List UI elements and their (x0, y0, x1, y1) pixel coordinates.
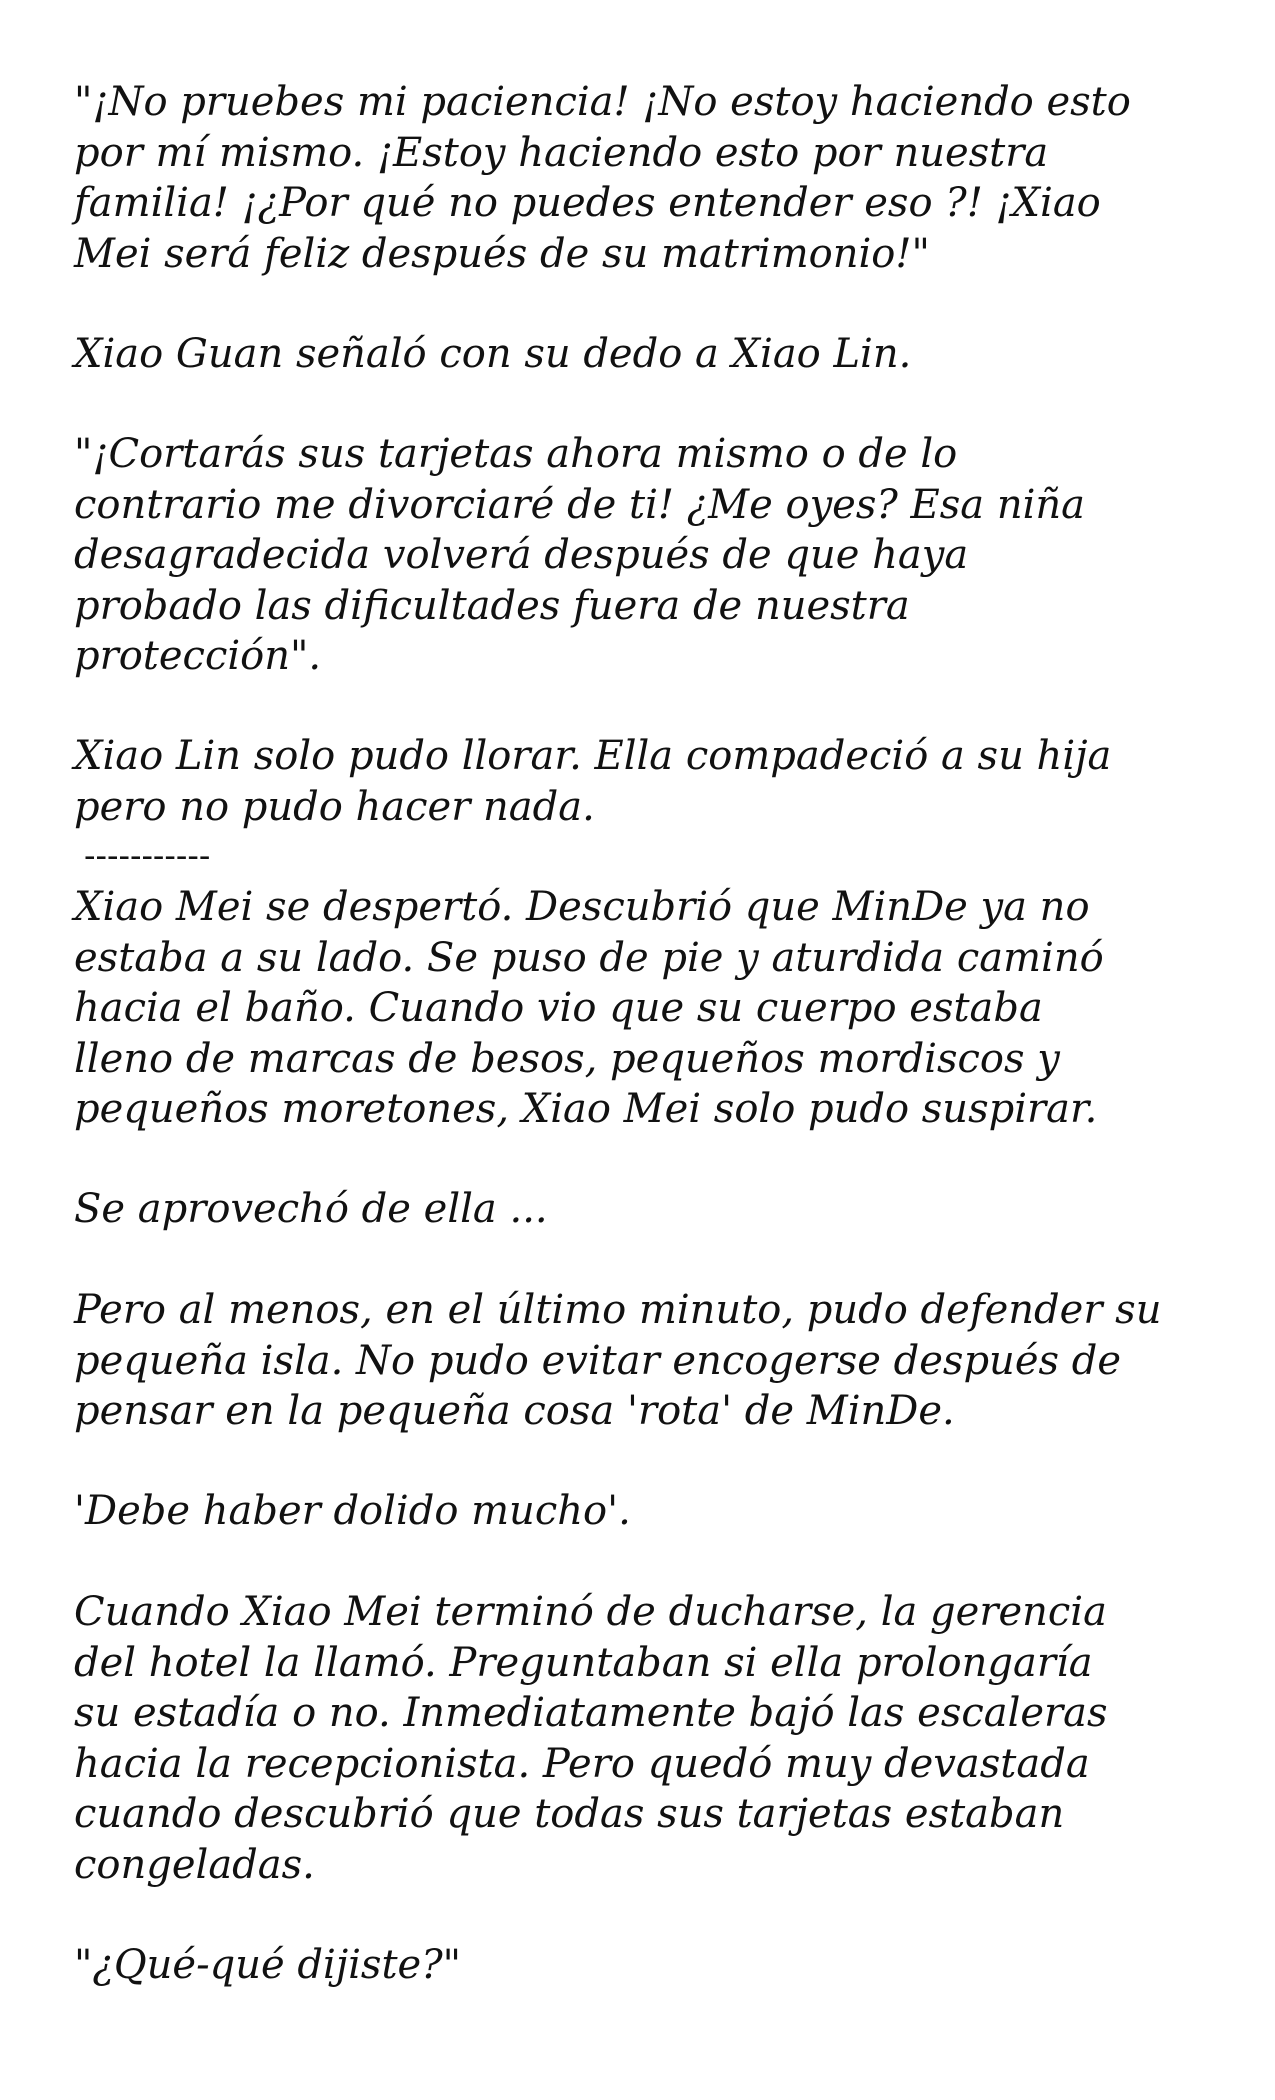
paragraph-3 (74, 429, 1085, 682)
paragraph-4 (74, 731, 1111, 832)
text-line: pero no pudo hacer nada. (74, 783, 595, 830)
text-line: "¿Qué-qué dijiste?" (74, 1942, 462, 1988)
text-line: Xiao Guan señaló con su dedo a Xiao Lin. (74, 331, 912, 377)
text-line: contrario me divorciaré de ti! ¿Me oyes? Esa niña (74, 481, 1085, 528)
paragraph-6 (74, 1184, 548, 1235)
section-divider: ----------- (84, 836, 211, 876)
text-line: congeladas. (74, 1841, 315, 1888)
paragraph-7 (74, 1285, 1161, 1437)
paragraph-9 (74, 1587, 1108, 1890)
text-line: 'Debe haber dolido mucho'. (74, 1488, 631, 1534)
text-line: hacia el baño. Cuando vio que su cuerpo estaba (74, 985, 1043, 1031)
paragraph-2 (74, 329, 911, 380)
text-line: Pero al menos, en el último minuto, pudo defender su (74, 1287, 1162, 1333)
text-line: pensar en la pequeña cosa 'rota' de MinDe. (74, 1388, 955, 1434)
text-line: protección". (74, 633, 322, 679)
paragraph-5 (74, 882, 1104, 1135)
paragraph-1 (74, 77, 1131, 279)
text-line: del hotel la llamó. Preguntaban si ella prolongaría (74, 1639, 1093, 1686)
paragraph-8 (74, 1486, 631, 1537)
text-line: Xiao Lin solo pudo llorar. Ella compadeció a su hija (74, 733, 1112, 779)
text-line: lleno de marcas de besos, pequeños mordiscos y (74, 1035, 1060, 1082)
text-line: "¡Cortarás sus tarjetas ahora mismo o de lo (74, 431, 958, 477)
text-line: Cuando Xiao Mei terminó de ducharse, la gerencia (74, 1589, 1107, 1635)
text-line: pequeños moretones, Xiao Mei solo pudo suspirar. (74, 1086, 1098, 1132)
text-line: pequeña isla. No pudo evitar encogerse después de (74, 1337, 1122, 1384)
text-line: cuando descubrió que todas sus tarjetas estaban (74, 1791, 1065, 1837)
text-line: probado las dificultades fuera de nuestra (74, 582, 910, 629)
text-line: estaba a su lado. Se puso de pie y aturdida caminó (74, 934, 1104, 981)
text-line: familia! ¡¿Por qué no puedes entender eso ?! ¡Xiao (74, 180, 1101, 226)
text-line: su estadía o no. Inmediatamente bajó las escaleras (74, 1690, 1108, 1736)
text-line: hacia la recepcionista. Pero quedó muy devastada (74, 1740, 1090, 1787)
paragraph-10 (74, 1940, 461, 1991)
text-line: Mei será feliz después de su matrimonio!" (74, 230, 930, 277)
text-line: desagradecida volverá después de que haya (74, 532, 969, 578)
text-line: Se aprovechó de ella ... (74, 1186, 548, 1232)
text-line: por mí mismo. ¡Estoy haciendo esto por nuestra (74, 129, 1049, 176)
text-line: Xiao Mei se despertó. Descubrió que MinDe ya no (74, 884, 1090, 930)
text-line: "¡No pruebes mi paciencia! ¡No estoy haciendo esto (74, 79, 1131, 125)
